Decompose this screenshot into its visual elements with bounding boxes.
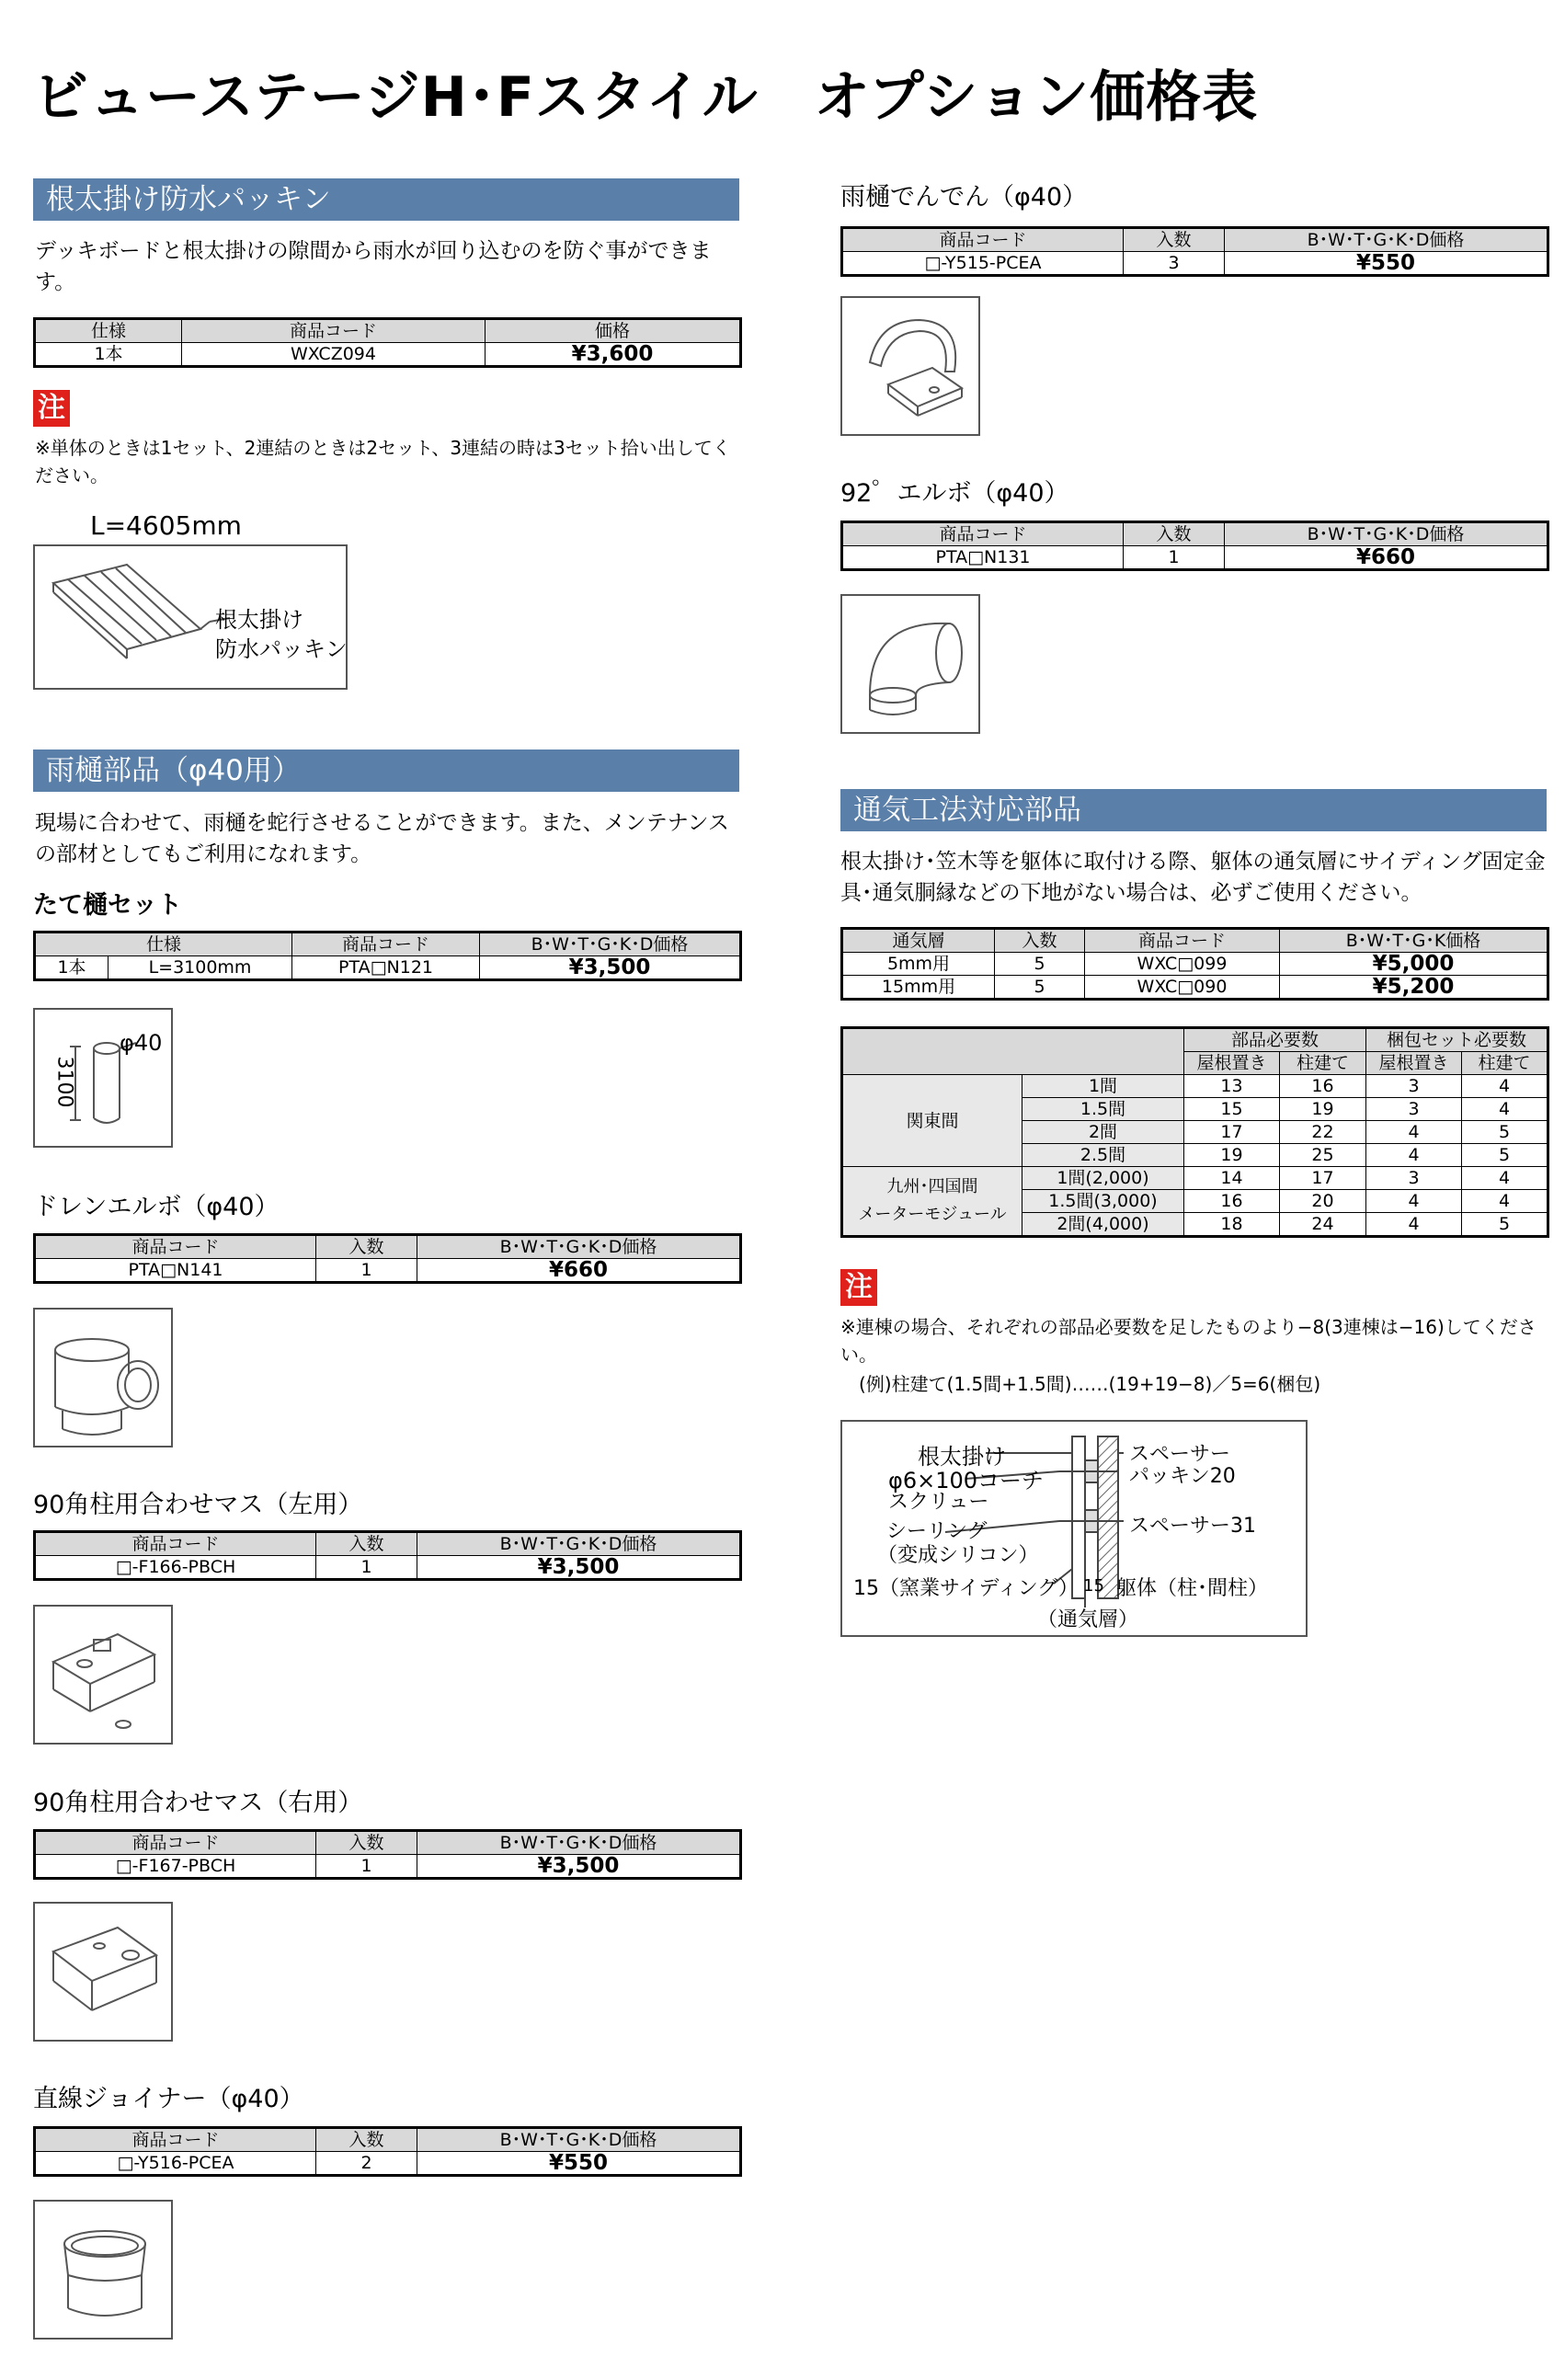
- header-cell: 仕様: [35, 319, 182, 343]
- header-cell: 商品コード: [35, 1532, 316, 1556]
- header-cell: B･W･T･G･K･D価格: [417, 2128, 741, 2152]
- group-label-line2: メーターモジュール: [858, 1205, 1007, 1224]
- elbow92-illustration: [842, 596, 982, 736]
- value-cell: 25: [1280, 1144, 1366, 1167]
- value-cell: 24: [1280, 1213, 1366, 1237]
- denden-title: 雨樋でんでん（φ40）: [840, 183, 1088, 212]
- section-heading-vent: 通気工法対応部品: [840, 789, 1547, 831]
- code-cell: PTA□N121: [292, 956, 480, 980]
- value-cell: 3: [1366, 1098, 1462, 1121]
- spec-cell: 1本: [35, 343, 182, 367]
- packing-note: ※単体のときは1セット、2連結のときは2セット、3連結の時は3セット拾い出してください。: [35, 437, 731, 486]
- code-cell: □-Y516-PCEA: [35, 2152, 316, 2176]
- header-cell: 商品コード: [182, 319, 485, 343]
- elbow92-image: [840, 594, 980, 734]
- span-cell: 2間: [1022, 1121, 1184, 1144]
- table-row: [35, 1556, 741, 1580]
- length-label: 3100: [52, 1056, 76, 1108]
- masu-right-title: 90角柱用合わせマス（右用）: [33, 1789, 363, 1817]
- length-cell: L=3100mm: [109, 956, 292, 980]
- note-badge: 注: [33, 390, 70, 427]
- vent-diagram: [840, 1420, 1308, 1637]
- vent-description: 根太掛け･笠木等を躯体に取付ける際、躯体の通気層にサイディング固定金具･通気胴縁などの下地がない場合は、必ずご使用ください。: [840, 850, 1546, 905]
- header-cell: 通気層: [842, 929, 995, 953]
- header-cell: 商品コード: [292, 933, 480, 956]
- diagram-label-frame: 躯体（柱･間柱）: [1116, 1577, 1269, 1600]
- group-header-packs: 梱包セット必要数: [1366, 1028, 1548, 1052]
- table-header-row: [35, 2128, 741, 2152]
- table-header-row: [35, 933, 741, 956]
- code-cell: □-F166-PBCH: [35, 1556, 316, 1580]
- header-cell: 商品コード: [35, 1235, 316, 1259]
- table-header-row: [842, 1028, 1548, 1052]
- price-cell: ¥3,500: [417, 1855, 741, 1879]
- table-row: [35, 956, 741, 980]
- qty-cell: 1: [1124, 546, 1225, 570]
- span-cell: 2間(4,000): [1022, 1213, 1184, 1237]
- section-heading-packing: 根太掛け防水パッキン: [33, 178, 739, 221]
- qty-cell: 5: [995, 953, 1085, 976]
- price-cell: ¥550: [1225, 252, 1548, 276]
- price-cell: ¥660: [1225, 546, 1548, 570]
- callout-line2: 防水パッキン: [215, 636, 348, 662]
- value-cell: 4: [1366, 1190, 1462, 1213]
- diagram-label-siding: 15（窯業サイディング）: [853, 1577, 1079, 1600]
- diagram-label-silicone: （変成シリコン）: [877, 1544, 1039, 1567]
- span-cell: 1.5間: [1022, 1098, 1184, 1121]
- header-cell: B･W･T･G･K･D価格: [480, 933, 741, 956]
- tate-title: たて樋セット: [33, 891, 182, 920]
- qty-cell: 5: [995, 976, 1085, 1000]
- vent-price-table: [840, 927, 1549, 1001]
- table-header-row: [842, 522, 1548, 546]
- header-cell: B･W･T･G･K･D価格: [1225, 228, 1548, 252]
- header-cell: 入数: [1124, 522, 1225, 546]
- joiner-illustration: [35, 2202, 175, 2341]
- layer-cell: 5mm用: [842, 953, 995, 976]
- header-cell: 柱建て: [1280, 1052, 1366, 1075]
- header-cell: B･W･T･G･K･D価格: [417, 1532, 741, 1556]
- drain-elbow-illustration: [35, 1310, 175, 1449]
- diagram-label-15: 15: [1083, 1576, 1104, 1596]
- header-cell: 入数: [316, 1831, 417, 1855]
- spec-cell: 1本: [35, 956, 109, 980]
- value-cell: 19: [1280, 1098, 1366, 1121]
- vent-example: (例)柱建て(1.5間+1.5間)……(19+19−8)／5=6(梱包): [859, 1373, 1321, 1395]
- diagram-label-sealing: シーリング: [886, 1520, 988, 1543]
- tate-image: [33, 1008, 173, 1148]
- price-cell: ¥3,500: [480, 956, 741, 980]
- span-cell: 1間: [1022, 1075, 1184, 1098]
- header-cell: 屋根置き: [1366, 1052, 1462, 1075]
- table-row: [35, 1855, 741, 1879]
- group-label-line1: 九州･四国間: [886, 1177, 978, 1196]
- table-header-row: [35, 1532, 741, 1556]
- value-cell: 16: [1184, 1190, 1280, 1213]
- packing-description: デッキボードと根太掛けの隙間から雨水が回り込むのを防ぐ事ができます。: [35, 239, 712, 294]
- qty-cell: 1: [316, 1259, 417, 1283]
- header-cell: 入数: [316, 1532, 417, 1556]
- qty-cell: 3: [1124, 252, 1225, 276]
- header-cell: 商品コード: [1085, 929, 1280, 953]
- packing-image: [33, 544, 348, 690]
- diameter-label: φ40: [120, 1030, 163, 1056]
- joiner-title: 直線ジョイナー（φ40）: [33, 2085, 304, 2113]
- diagram-label-spacer: スペーサー: [1129, 1443, 1231, 1466]
- header-cell: 入数: [316, 2128, 417, 2152]
- diagram-label-joist: 根太掛け: [918, 1444, 1006, 1470]
- value-cell: 4: [1366, 1144, 1462, 1167]
- value-cell: 22: [1280, 1121, 1366, 1144]
- header-cell: B･W･T･G･K･D価格: [1225, 522, 1548, 546]
- header-cell: 仕様: [35, 933, 292, 956]
- price-cell: ¥3,600: [485, 343, 741, 367]
- price-cell: ¥550: [417, 2152, 741, 2176]
- table-row: [35, 343, 741, 367]
- table-header-row: [35, 319, 741, 343]
- value-cell: 4: [1366, 1213, 1462, 1237]
- header-cell: 商品コード: [842, 522, 1124, 546]
- diagram-label-packing20: パッキン20: [1129, 1465, 1236, 1488]
- header-cell: B･W･T･G･K価格: [1280, 929, 1548, 953]
- section-heading-gutter: 雨樋部品（φ40用）: [33, 749, 739, 792]
- table-header-row: [842, 929, 1548, 953]
- diagram-label-coach: φ6×100コーチ: [888, 1468, 1045, 1493]
- corner-cell: [842, 1028, 1184, 1075]
- code-cell: WXCZ094: [182, 343, 485, 367]
- qty-cell: 1: [316, 1556, 417, 1580]
- diagram-label-airlayer: （通気層）: [1037, 1608, 1139, 1631]
- span-cell: 1.5間(3,000): [1022, 1190, 1184, 1213]
- callout-line1: 根太掛け: [215, 607, 303, 633]
- header-cell: 商品コード: [35, 2128, 316, 2152]
- vent-quantity-table: [840, 1026, 1549, 1238]
- group-label-kyushu: [842, 1167, 1022, 1237]
- note-badge: 注: [840, 1269, 877, 1306]
- denden-image: [840, 296, 980, 436]
- layer-cell: 15mm用: [842, 976, 995, 1000]
- table-row: [842, 1075, 1548, 1098]
- length-label: L=4605mm: [90, 510, 242, 541]
- price-cell: ¥5,000: [1280, 953, 1548, 976]
- group-label-kanto: 関東間: [842, 1075, 1022, 1167]
- gutter-description: 現場に合わせて、雨樋を蛇行させることができます。また、メンテナンスの部材としてもご利用になれます。: [35, 811, 729, 866]
- masu-right-price-table: [33, 1829, 742, 1880]
- value-cell: 4: [1366, 1121, 1462, 1144]
- table-row: [842, 546, 1548, 570]
- header-cell: 商品コード: [35, 1831, 316, 1855]
- value-cell: 17: [1184, 1121, 1280, 1144]
- value-cell: 16: [1280, 1075, 1366, 1098]
- masu-right-image: [33, 1902, 173, 2042]
- span-cell: 1間(2,000): [1022, 1167, 1184, 1190]
- table-row: [842, 976, 1548, 1000]
- joiner-image: [33, 2200, 173, 2340]
- tate-price-table: [33, 931, 742, 981]
- table-header-row: [35, 1831, 741, 1855]
- value-cell: 3: [1366, 1075, 1462, 1098]
- denden-illustration: [842, 298, 982, 438]
- value-cell: 18: [1184, 1213, 1280, 1237]
- table-row: [842, 953, 1548, 976]
- group-header-parts: 部品必要数: [1184, 1028, 1366, 1052]
- header-cell: 入数: [995, 929, 1085, 953]
- value-cell: 20: [1280, 1190, 1366, 1213]
- drain-price-table: [33, 1233, 742, 1284]
- value-cell: 4: [1462, 1190, 1548, 1213]
- price-cell: ¥660: [417, 1259, 741, 1283]
- value-cell: 4: [1462, 1167, 1548, 1190]
- table-header-row: [35, 1235, 741, 1259]
- value-cell: 5: [1462, 1144, 1548, 1167]
- masu-left-price-table: [33, 1530, 742, 1581]
- table-row: [842, 252, 1548, 276]
- header-cell: B･W･T･G･K･D価格: [417, 1831, 741, 1855]
- price-cell: ¥3,500: [417, 1556, 741, 1580]
- code-cell: □-Y515-PCEA: [842, 252, 1124, 276]
- diagram-label-spacer31: スペーサー31: [1129, 1515, 1256, 1538]
- joiner-price-table: [33, 2126, 742, 2177]
- elbow92-title: 92゜エルボ（φ40）: [840, 479, 1069, 508]
- header-cell: 入数: [1124, 228, 1225, 252]
- drain-title: ドレンエルボ（φ40）: [33, 1193, 280, 1221]
- span-cell: 2.5間: [1022, 1144, 1184, 1167]
- header-cell: 屋根置き: [1184, 1052, 1280, 1075]
- value-cell: 5: [1462, 1121, 1548, 1144]
- page-title: ビューステージH･Fスタイル オプション価格表: [33, 65, 1259, 130]
- masu-left-image: [33, 1605, 173, 1745]
- header-cell: 入数: [316, 1235, 417, 1259]
- value-cell: 17: [1280, 1167, 1366, 1190]
- qty-cell: 2: [316, 2152, 417, 2176]
- drain-image: [33, 1308, 173, 1447]
- masu-left-illustration: [35, 1607, 175, 1746]
- qty-cell: 1: [316, 1855, 417, 1879]
- diagram-label-screw: スクリュー: [888, 1491, 989, 1514]
- header-cell: 柱建て: [1462, 1052, 1548, 1075]
- value-cell: 3: [1366, 1167, 1462, 1190]
- header-cell: B･W･T･G･K･D価格: [417, 1235, 741, 1259]
- code-cell: WXC□090: [1085, 976, 1280, 1000]
- packing-price-table: [33, 317, 742, 368]
- elbow92-price-table: [840, 521, 1549, 571]
- header-cell: 価格: [485, 319, 741, 343]
- code-cell: PTA□N131: [842, 546, 1124, 570]
- value-cell: 4: [1462, 1075, 1548, 1098]
- table-row: [842, 1167, 1548, 1190]
- value-cell: 13: [1184, 1075, 1280, 1098]
- table-row: [35, 2152, 741, 2176]
- table-row: [35, 1259, 741, 1283]
- code-cell: WXC□099: [1085, 953, 1280, 976]
- code-cell: PTA□N141: [35, 1259, 316, 1283]
- value-cell: 19: [1184, 1144, 1280, 1167]
- denden-price-table: [840, 226, 1549, 277]
- value-cell: 5: [1462, 1213, 1548, 1237]
- masu-right-illustration: [35, 1904, 175, 2043]
- masu-left-title: 90角柱用合わせマス（左用）: [33, 1491, 363, 1519]
- header-cell: 商品コード: [842, 228, 1124, 252]
- value-cell: 14: [1184, 1167, 1280, 1190]
- table-header-row: [842, 228, 1548, 252]
- vent-note: ※連棟の場合、それぞれの部品必要数を足したものより−8(3連棟は−16)してください。: [840, 1316, 1536, 1366]
- price-cell: ¥5,200: [1280, 976, 1548, 1000]
- code-cell: □-F167-PBCH: [35, 1855, 316, 1879]
- value-cell: 4: [1462, 1098, 1548, 1121]
- value-cell: 15: [1184, 1098, 1280, 1121]
